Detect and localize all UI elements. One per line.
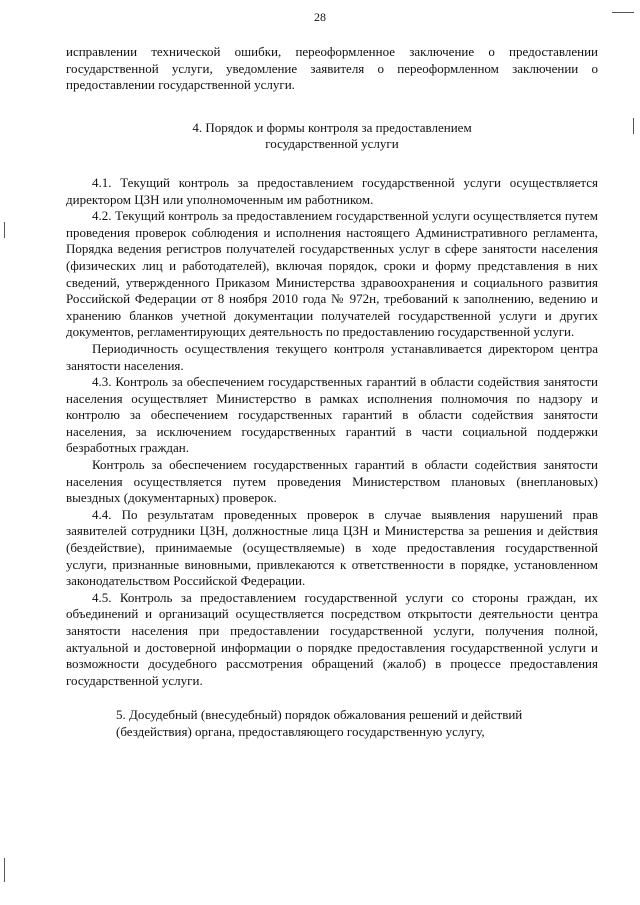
scan-edge-mark-left-lower (4, 858, 5, 882)
section-5-heading-line-1: 5. Досудебный (внесудебный) порядок обжалования решений и действий (116, 707, 523, 723)
section-5-heading (66, 707, 598, 740)
paragraph-4-5: 4.5. Контроль за предоставлением государственной услуги со стороны граждан, их объединений и организаций осуществляется посредством открытости деятельности центра занятости населения при предоставлении государственной услуги, получения полной, актуальной и достоверной информации о порядке предоставления государственной услуги и возможности досудебного рассмотрения обращений (жалоб) в процессе предоставления государственной услуги. (66, 589, 598, 688)
paragraph-4-3: 4.3. Контроль за обеспечением государственных гарантий в области содействия занятости населения осуществляет Министерство в рамках исполнения полномочия по надзору и контролю за обеспечением государственных гарантий в области содействия занятости населения, за исключением государственных гарантий в части социальной поддержки безработных граждан. (66, 374, 598, 456)
section-4-heading-line-1: 4. Порядок и формы контроля за предоставлением (192, 119, 472, 135)
document-body (66, 44, 598, 741)
paragraph-control: Контроль за обеспечением государственных гарантий в области содействия занятости населения осуществляется путем проведения Министерством плановых (внеплановых) выездных (документарных) проверок. (66, 457, 598, 506)
section-4-heading-line-2: государственной услуги (265, 136, 399, 152)
scan-edge-mark-right (633, 118, 634, 134)
paragraph-4-2: 4.2. Текущий контроль за предоставлением государственной услуги осуществляется путем проведения проверок соблюдения и исполнения настоящего Административного регламента, Порядка ведения регистров получателей государственных услуг в сфере занятости населения (физических лиц и работодателей), включая порядок, сроки и форму представления в них сведений, утвержденного Приказом Министерства здравоохранения и социального развития Российской Федерации от 8 ноября 2010 года № 972н, требований к заполнению, ведению и хранению бланков учетной документации получателей государственной услуги и других документов, регламентирующих деятельность по предоставлению государственной услуги. (66, 208, 598, 340)
section-4-heading (66, 120, 598, 153)
page-number: 28 (314, 10, 326, 24)
paragraph-periodicity: Периодичность осуществления текущего контроля устанавливается директором центра занятости населения. (66, 340, 598, 373)
scan-edge-mark-top-right (612, 12, 634, 13)
paragraph-4-4: 4.4. По результатам проведенных проверок в случае выявления нарушений прав заявителей сотрудники ЦЗН, должностные лица ЦЗН и Министерства за решения и действия (бездействие), принимаемые (осуществляемые) в ходе предоставления государственной услуги, признанные виновными, привлекаются к ответственности в порядке, установленном законодательством Российской Федерации. (66, 506, 598, 589)
section-5-heading-line-2: (бездействия) органа, предоставляющего государственную услугу, (116, 723, 485, 739)
paragraph-4-1: 4.1. Текущий контроль за предоставлением государственной услуги осуществляется директором ЦЗН или уполномоченным им работником. (66, 174, 598, 207)
scan-edge-mark-left-upper (4, 222, 5, 238)
paragraph-continuation: исправлении технической ошибки, переоформленное заключение о предоставлении государственной услуги, уведомление заявителя о переоформленном заключении о предоставлении государственной услуги. (66, 44, 598, 93)
